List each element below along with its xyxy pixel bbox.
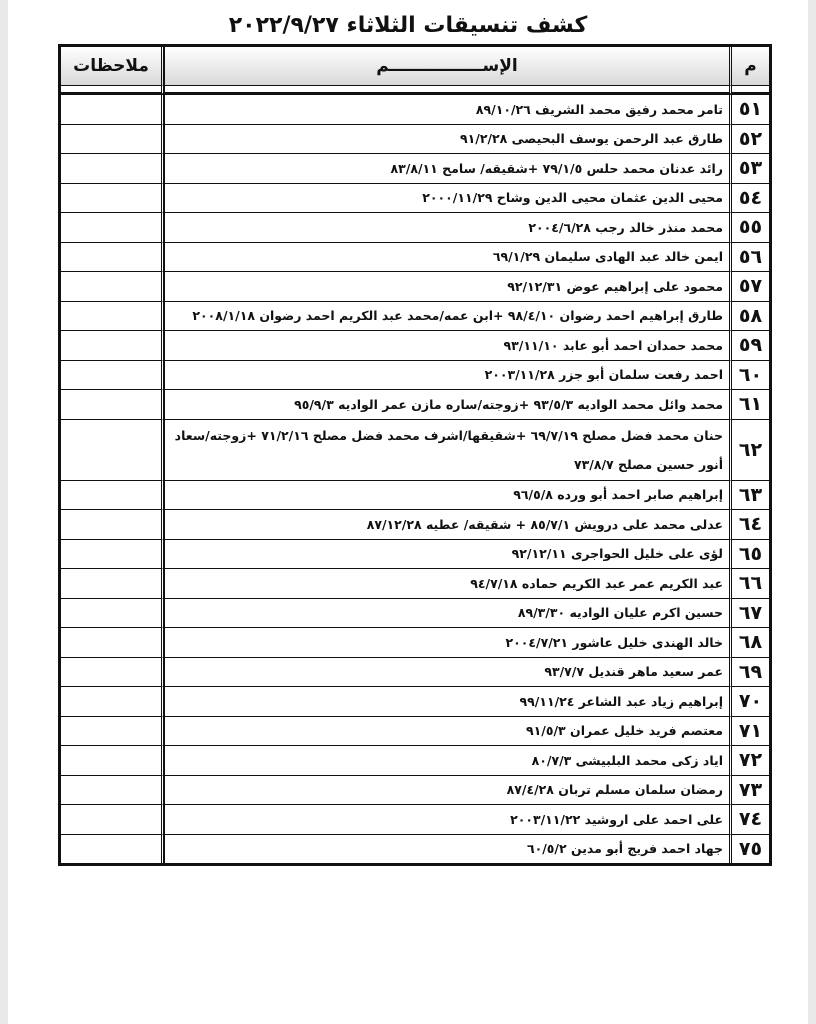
row-number: ٥٢	[729, 125, 769, 155]
row-number: ٧٤	[729, 805, 769, 835]
row-notes	[61, 154, 164, 184]
row-notes	[61, 272, 164, 302]
row-number: ٥٤	[729, 184, 769, 214]
row-name: اياد زكى محمد البلبيشى ٨٠/٧/٣	[164, 746, 729, 776]
row-notes	[61, 243, 164, 273]
row-name: طارق إبراهيم احمد رضوان ٩٨/٤/١٠ +ابن عمه/محمد عبد الكريم احمد رضوان ٢٠٠٨/١/١٨	[164, 302, 729, 332]
row-name: جهاد احمد فريج أبو مدين ٦٠/٥/٢	[164, 835, 729, 864]
row-number: ٦٣	[729, 481, 769, 511]
row-number: ٦٦	[729, 569, 769, 599]
row-name: معتصم فريد خليل عمران ٩١/٥/٣	[164, 717, 729, 747]
table-row	[61, 658, 769, 688]
row-notes	[61, 481, 164, 511]
table-row	[61, 272, 769, 302]
row-number: ٦٩	[729, 658, 769, 688]
table-row	[61, 717, 769, 747]
table-row	[61, 481, 769, 511]
row-number: ٧٢	[729, 746, 769, 776]
table-row	[61, 302, 769, 332]
row-name: إبراهيم زياد عبد الشاعر ٩٩/١١/٢٤	[164, 687, 729, 717]
row-number: ٥١	[729, 95, 769, 125]
row-name: على احمد على اروشيد ٢٠٠٣/١١/٢٢	[164, 805, 729, 835]
table-row	[61, 154, 769, 184]
row-number: ٦١	[729, 390, 769, 420]
row-notes	[61, 540, 164, 570]
row-name: محمد منذر خالد رجب ٢٠٠٤/٦/٢٨	[164, 213, 729, 243]
table-row	[61, 746, 769, 776]
names-table	[58, 44, 772, 866]
row-number: ٧٥	[729, 835, 769, 864]
row-notes	[61, 184, 164, 214]
spacer-cell	[61, 86, 164, 95]
row-notes	[61, 125, 164, 155]
table-row	[61, 213, 769, 243]
row-name: تامر محمد رفيق محمد الشريف ٨٩/١٠/٢٦	[164, 95, 729, 125]
table-row	[61, 184, 769, 214]
row-notes	[61, 213, 164, 243]
spacer-cell	[164, 86, 729, 95]
row-notes	[61, 687, 164, 717]
row-number: ٦٨	[729, 628, 769, 658]
row-notes	[61, 835, 164, 864]
header-name: الإســــــــــــــــم	[164, 47, 729, 86]
row-name: ايمن خالد عبد الهادى سليمان ٦٩/١/٢٩	[164, 243, 729, 273]
row-name: محيى الدين عثمان محيى الدين وشاح ٢٠٠٠/١١/٢٩	[164, 184, 729, 214]
row-notes	[61, 331, 164, 361]
page-title: كشف تنسيقات الثلاثاء ٢٠٢٢/٩/٢٧	[228, 13, 588, 38]
spacer-row	[61, 86, 769, 95]
row-name: طارق عبد الرحمن يوسف البحيصى ٩١/٢/٢٨	[164, 125, 729, 155]
table-row	[61, 628, 769, 658]
header-number: م	[729, 47, 769, 86]
table-row	[61, 95, 769, 125]
row-notes	[61, 95, 164, 125]
row-name: احمد رفعت سلمان أبو جزر ٢٠٠٣/١١/٢٨	[164, 361, 729, 391]
row-notes	[61, 628, 164, 658]
row-notes	[61, 805, 164, 835]
row-number: ٦٢	[729, 420, 769, 481]
table-row	[61, 540, 769, 570]
table-row	[61, 390, 769, 420]
row-number: ٦٥	[729, 540, 769, 570]
header-notes: ملاحظات	[61, 47, 164, 86]
row-number: ٥٧	[729, 272, 769, 302]
table-row	[61, 687, 769, 717]
spacer-cell	[729, 86, 769, 95]
table-row	[61, 243, 769, 273]
row-notes	[61, 746, 164, 776]
table-row	[61, 805, 769, 835]
table-row	[61, 331, 769, 361]
row-name: لؤى على خليل الحواجرى ٩٢/١٢/١١	[164, 540, 729, 570]
row-notes	[61, 776, 164, 806]
row-number: ٧١	[729, 717, 769, 747]
row-name: عبد الكريم عمر عبد الكريم حماده ٩٤/٧/١٨	[164, 569, 729, 599]
table-row	[61, 125, 769, 155]
row-notes	[61, 658, 164, 688]
table-row	[61, 599, 769, 629]
table-row	[61, 569, 769, 599]
row-notes	[61, 599, 164, 629]
document-page	[8, 0, 808, 1024]
row-number: ٦٧	[729, 599, 769, 629]
row-name: حسين اكرم عليان الواديه ٨٩/٣/٣٠	[164, 599, 729, 629]
row-name: رمضان سلمان مسلم تربان ٨٧/٤/٢٨	[164, 776, 729, 806]
row-number: ٦٠	[729, 361, 769, 391]
row-notes	[61, 390, 164, 420]
row-number: ٥٥	[729, 213, 769, 243]
row-name: عمر سعيد ماهر قنديل ٩٣/٧/٧	[164, 658, 729, 688]
table-row	[61, 776, 769, 806]
row-name: خالد الهندى خليل عاشور ٢٠٠٤/٧/٢١	[164, 628, 729, 658]
row-name: إبراهيم صابر احمد أبو ورده ٩٦/٥/٨	[164, 481, 729, 511]
row-number: ٥٨	[729, 302, 769, 332]
row-name: رائد عدنان محمد حلس ٧٩/١/٥ +شقيقه/ سامح ٨٣/٨/١١	[164, 154, 729, 184]
row-name: حنان محمد فضل مصلح ٦٩/٧/١٩ +شقيقها/اشرف محمد فضل مصلح ٧١/٢/١٦ +زوجته/سعاد أنور حسين مصلح ٧٣/٨/٧	[164, 420, 729, 481]
row-number: ٧٠	[729, 687, 769, 717]
header-row	[61, 47, 769, 86]
row-notes	[61, 361, 164, 391]
row-number: ٦٤	[729, 510, 769, 540]
row-number: ٥٣	[729, 154, 769, 184]
table-row	[61, 420, 769, 481]
row-name: عدلى محمد على درويش ٨٥/٧/١ + شقيقه/ عطيه ٨٧/١٢/٢٨	[164, 510, 729, 540]
row-number: ٥٦	[729, 243, 769, 273]
row-notes	[61, 302, 164, 332]
row-notes	[61, 569, 164, 599]
row-name: محمد وائل محمد الواديه ٩٣/٥/٣ +زوجته/ساره مازن عمر الواديه ٩٥/٩/٣	[164, 390, 729, 420]
row-number: ٧٣	[729, 776, 769, 806]
row-number: ٥٩	[729, 331, 769, 361]
table-row	[61, 510, 769, 540]
row-notes	[61, 510, 164, 540]
table-row	[61, 835, 769, 864]
table-body	[61, 86, 769, 863]
row-notes	[61, 420, 164, 481]
row-name: محمد حمدان احمد أبو عابد ٩٣/١١/١٠	[164, 331, 729, 361]
table-row	[61, 361, 769, 391]
row-name: محمود على إبراهيم عوض ٩٢/١٢/٣١	[164, 272, 729, 302]
row-notes	[61, 717, 164, 747]
